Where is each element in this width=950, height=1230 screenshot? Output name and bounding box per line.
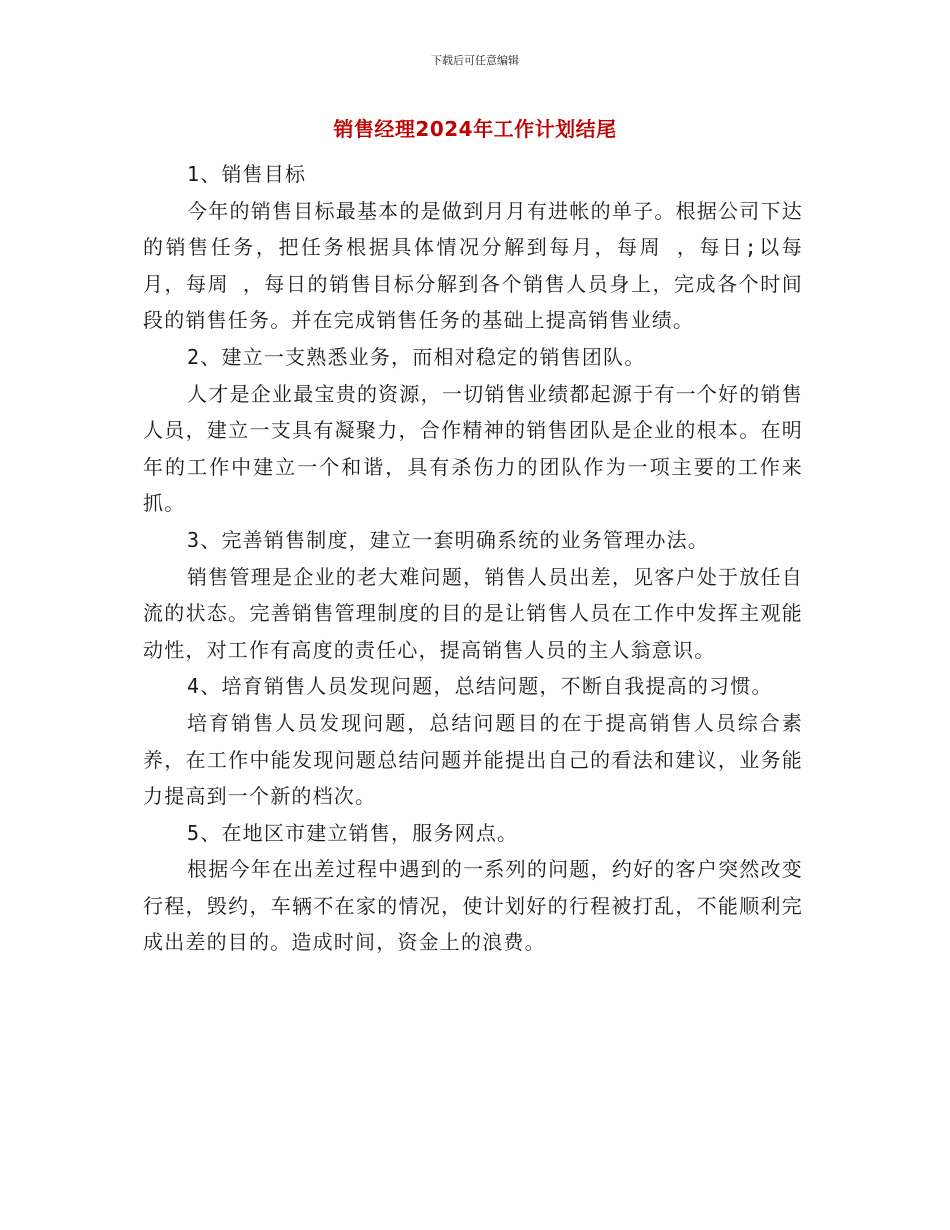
section-heading-sales-target: 1、销售目标	[187, 162, 307, 186]
section-heading-sales-team: 2、建立一支熟悉业务，而相对稳定的销售团队。	[187, 344, 646, 369]
section-heading-self-improvement: 4、培育销售人员发现问题，总结问题，不断自我提高的习惯。	[187, 674, 773, 699]
document-title: 销售经理2024年工作计划结尾	[333, 117, 617, 141]
paragraph-sales-target: 今年的销售目标最基本的是做到月月有进帐的单子。根据公司下达的销售任务，把任务根据具体情况分解到每月，每周 ，每日;以每月，每周 ，每日的销售目标分解到各个销售人员身上，完成各个时间段的销售任务。并在完成销售任务的基础上提高销售业绩。	[143, 198, 803, 333]
paragraph-sales-team: 人才是企业最宝贵的资源，一切销售业绩都起源于有一个好的销售人员，建立一支具有凝聚力，合作精神的销售团队是企业的根本。在明年的工作中建立一个和谐，具有杀伤力的团队作为一项主要的工作来抓。	[143, 381, 803, 516]
paragraph-service-network: 根据今年在出差过程中遇到的一系列的问题，约好的客户突然改变行程，毁约，车辆不在家的情况，使计划好的行程被打乱，不能顺利完成出差的目的。造成时间，资金上的浪费。	[143, 857, 803, 955]
section-heading-service-network: 5、在地区市建立销售，服务网点。	[187, 820, 519, 845]
paragraph-self-improvement: 培育销售人员发现问题，总结问题目的在于提高销售人员综合素养，在工作中能发现问题总结问题并能提出自己的看法和建议，业务能力提高到一个新的档次。	[143, 710, 803, 809]
header-note: 下载后可任意编辑	[431, 54, 519, 67]
paragraph-sales-system: 销售管理是企业的老大难问题，销售人员出差，见客户处于放任自流的状态。完善销售管理制度的目的是让销售人员在工作中发挥主观能动性，对工作有高度的责任心，提高销售人员的主人翁意识。	[143, 564, 803, 662]
document-body	[143, 156, 803, 961]
section-heading-sales-system: 3、完善销售制度，建立一套明确系统的业务管理办法。	[187, 527, 710, 552]
